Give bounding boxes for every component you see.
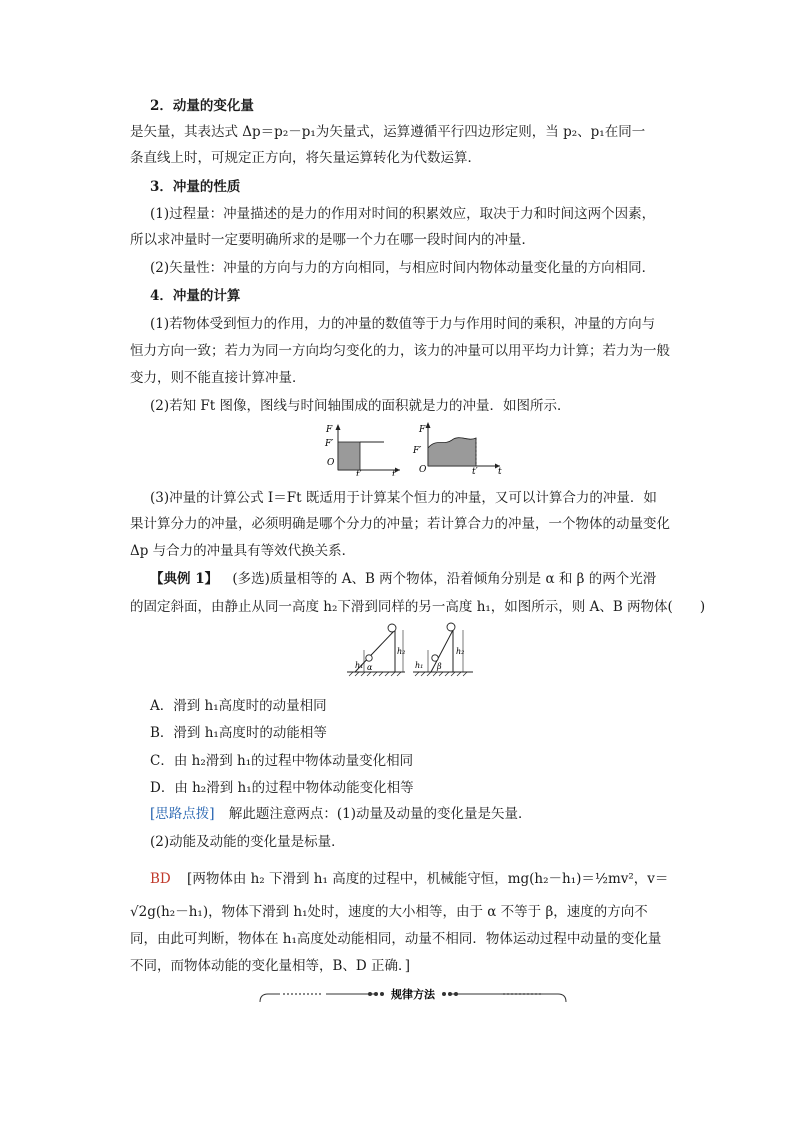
answer-line: 不同，而物体动能的变化量相等，B、D 正确．] bbox=[130, 958, 411, 974]
paragraph-line: (3)冲量的计算公式 I＝Ft 既适用于计算某个恒力的冲量，又可以计算合力的冲量．如 bbox=[150, 490, 657, 506]
paragraph-line: (2)矢量性：冲量的方向与力的方向相同，与相应时间内物体动量变化量的方向相同． bbox=[150, 260, 656, 276]
h2-label: h₂ bbox=[397, 647, 406, 656]
y-axis-label: F bbox=[326, 425, 333, 435]
force-time-graph-constant bbox=[324, 424, 400, 476]
x-axis-label: t bbox=[392, 470, 396, 476]
answer-line: √2g(h₂－h₁)，物体下滑到 h₁处时，速度的大小相等，由于 α 不等于 β，速度的方向不 bbox=[130, 904, 648, 920]
paragraph-line: (1)若物体受到恒力的作用，力的冲量的数值等于力与作用时间的乘积，冲量的方向与 bbox=[150, 316, 656, 332]
force-time-graph-variable bbox=[412, 422, 502, 476]
example-tag: 【典例 1】 bbox=[150, 571, 219, 587]
hint-line: (2)动能及动能的变化量是标量． bbox=[150, 834, 345, 850]
t-tick-label: t′ bbox=[472, 467, 478, 476]
inclined-planes-figure bbox=[345, 620, 477, 680]
t-tick-label: t′ bbox=[356, 470, 362, 476]
impulse-area-variable bbox=[428, 438, 476, 466]
example-text: (多选)质量相等的 A、B 两个物体，沿着倾角分别是 α 和 β 的两个光滑 bbox=[232, 571, 657, 587]
paragraph-line: 恒力方向一致；若力为同一方向均匀变化的力，该力的冲量可以用平均力计算；若力为一般 bbox=[130, 343, 670, 359]
f-tick-label: F′ bbox=[413, 446, 422, 456]
h1-label: h₁ bbox=[415, 661, 424, 670]
heading-impulse-properties: 3．冲量的性质 bbox=[150, 179, 241, 195]
example-line: 的固定斜面，由静止从同一高度 h₂下滑到同样的另一高度 h₁，如图所示，则 A、B 两物体( ) bbox=[130, 599, 706, 615]
option-a: A．滑到 h₁高度时的动量相同 bbox=[150, 698, 327, 714]
example-line bbox=[150, 569, 698, 589]
section-banner bbox=[258, 988, 568, 1008]
origin-label: O bbox=[419, 465, 427, 475]
alpha-label: α bbox=[367, 663, 373, 672]
paragraph-line: Δp 与合力的冲量具有等效代换关系． bbox=[130, 543, 356, 559]
option-c: C．由 h₂滑到 h₁的过程中物体动量变化相同 bbox=[150, 753, 414, 769]
paragraph-line: 是矢量，其表达式 Δp＝p₂－p₁为矢量式，运算遵循平行四边形定则，当 p₂、p₁在同一 bbox=[130, 124, 646, 140]
origin-label: O bbox=[327, 458, 335, 468]
heading-momentum-change: 2．动量的变化量 bbox=[150, 98, 254, 114]
impulse-area-constant bbox=[338, 442, 360, 470]
y-axis-label: F bbox=[419, 425, 426, 435]
paragraph-line: 条直线上时，可规定正方向，将矢量运算转化为代数运算． bbox=[130, 150, 481, 166]
incline-alpha bbox=[347, 624, 405, 676]
hint-text: 解此题注意两点：(1)动量及动量的变化量是矢量． bbox=[228, 806, 532, 822]
answer-line: 同，由此可判断，物体在 h₁高度处动能相同，动量不相同．物体运动过程中动量的变化量 bbox=[130, 931, 662, 947]
answer-text: [两物体由 h₂ 下滑到 h₁ 高度的过程中，机械能守恒，mg(h₂－h₁)＝½mv²，v＝ bbox=[187, 871, 669, 887]
force-time-graphs bbox=[322, 420, 506, 476]
answer-tag: BD bbox=[150, 871, 171, 887]
h2-label: h₂ bbox=[456, 647, 465, 656]
f-tick-label: F′ bbox=[325, 439, 334, 449]
paragraph-line: 变力，则不能直接计算冲量． bbox=[130, 370, 306, 386]
option-d: D．由 h₂滑到 h₁的过程中物体动能变化相等 bbox=[150, 780, 414, 796]
hint-tag: [思路点拨] bbox=[150, 806, 215, 822]
section-banner-label: 规律方法 bbox=[391, 988, 435, 1001]
x-axis-label: t bbox=[498, 467, 502, 476]
answer-line bbox=[150, 869, 698, 889]
h1-label: h₁ bbox=[355, 661, 364, 670]
paragraph-line: 所以求冲量时一定要明确所求的是哪一个力在哪一段时间内的冲量． bbox=[130, 232, 535, 248]
heading-impulse-calculation: 4．冲量的计算 bbox=[150, 288, 241, 304]
hint-line bbox=[150, 804, 698, 824]
option-b: B．滑到 h₁高度时的动能相等 bbox=[150, 725, 327, 741]
incline-beta bbox=[413, 623, 473, 676]
beta-label: β bbox=[437, 662, 442, 671]
paragraph-line: (2)若知 Ft 图像，图线与时间轴围成的面积就是力的冲量．如图所示． bbox=[150, 398, 571, 414]
paragraph-line: (1)过程量：冲量描述的是力的作用对时间的积累效应，取决于力和时间这两个因素， bbox=[150, 206, 656, 222]
paragraph-line: 果计算分力的冲量，必须明确是哪个分力的冲量；若计算合力的冲量，一个物体的动量变化 bbox=[130, 516, 670, 532]
